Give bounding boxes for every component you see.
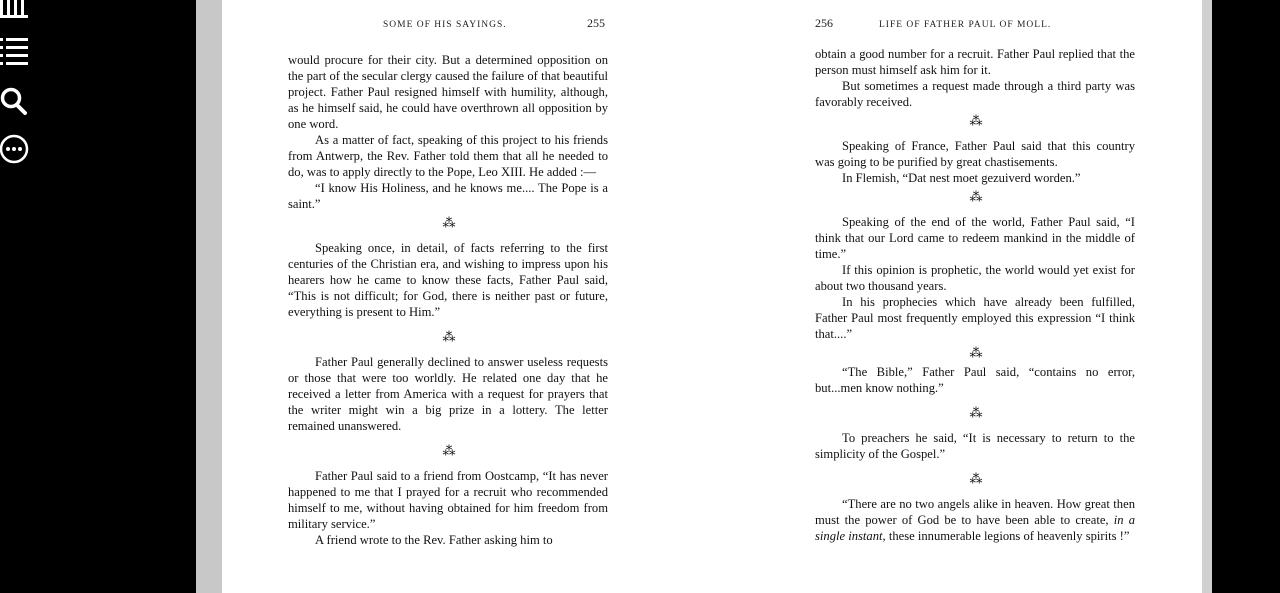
section-ornament: ⁂ xyxy=(969,113,981,128)
paragraph: If this opinion is prophetic, the world would yet exist for about two thousand years. xyxy=(815,263,1135,293)
section-ornament: ⁂ xyxy=(442,329,454,344)
page-body xyxy=(815,46,1135,544)
right-gutter xyxy=(1202,0,1212,593)
paragraph: “The Bible,” Father Paul said, “contains no error, but...men know nothing.” xyxy=(815,365,1135,395)
reader-toolbar xyxy=(0,0,60,593)
page-number: 255 xyxy=(587,16,605,30)
page-number: 256 xyxy=(815,16,833,30)
library-icon[interactable] xyxy=(0,0,40,22)
more-options-icon[interactable] xyxy=(0,132,40,166)
paragraph: obtain a good number for a recruit. Father Paul replied that the person must himself ask him for it. xyxy=(815,47,1135,77)
paragraph: “There are no two angels alike in heaven. How great then must the power of God be to have been able to create, in a single instant, these innumerable legions of heavenly spirits !” xyxy=(815,497,1135,543)
paragraph: Speaking of the end of the world, Father Paul said, “I think that our Lord came to redeem mankind in the middle of time.” xyxy=(815,215,1135,261)
paragraph: Father Paul said to a friend from Oostcamp, “It has never happened to me that I prayed for a recruit who recommended himself to me, without having obtained for him freedom from military service.” xyxy=(288,469,608,531)
section-ornament: ⁂ xyxy=(969,405,981,420)
table-of-contents-icon[interactable] xyxy=(0,34,40,68)
paragraph: Speaking of France, Father Paul said that this country was going to be purified by great chastisements. xyxy=(815,139,1135,169)
paragraph: would procure for their city. But a determined opposition on the part of the secular clergy caused the failure of that beautiful project. Father Paul resigned himself with humility, although, as he himself said, he could have overthrown all opposition by one word. xyxy=(288,53,608,131)
search-icon[interactable] xyxy=(0,84,40,118)
section-ornament: ⁂ xyxy=(969,345,981,360)
paragraph: To preachers he said, “It is necessary to return to the simplicity of the Gospel.” xyxy=(815,431,1135,461)
paragraph: In Flemish, “Dat nest moet gezuiverd worden.” xyxy=(842,171,1081,185)
section-ornament: ⁂ xyxy=(442,443,454,458)
paragraph: A friend wrote to the Rev. Father asking him to xyxy=(315,533,553,547)
running-head: SOME OF HIS SAYINGS. xyxy=(383,20,507,30)
section-ornament: ⁂ xyxy=(442,215,454,230)
paragraph: Father Paul generally declined to answer useless requests or those that were too worldly. He related one day that he received a letter from America with a request for prayers that the writer might win a big prize in a lottery. The letter remained unanswered. xyxy=(288,355,608,433)
section-ornament: ⁂ xyxy=(969,471,981,486)
page-body xyxy=(288,52,608,548)
paragraph: In his prophecies which have already been fulfilled, Father Paul most frequently employed this expression “I think that....” xyxy=(815,295,1135,341)
section-ornament: ⁂ xyxy=(969,189,981,204)
paragraph: But sometimes a request made through a third party was favorably received. xyxy=(815,79,1135,109)
paragraph: As a matter of fact, speaking of this project to his friends from Antwerp, the Rev. Father told them that all he needed to do, was to apply directly to the Pope, Leo XIII. He added :— xyxy=(288,133,608,179)
left-gutter xyxy=(196,0,222,593)
paragraph: “I know His Holiness, and he knows me.... The Pope is a saint.” xyxy=(288,181,608,211)
running-head: LIFE OF FATHER PAUL OF MOLL. xyxy=(879,20,1052,30)
paragraph: Speaking once, in detail, of facts referring to the first centuries of the Christian era, and wishing to impress upon his hearers how he came to know these facts, Father Paul said, “This is not difficult; for God, there is neither past or future, everything is present to Him.” xyxy=(288,241,608,319)
